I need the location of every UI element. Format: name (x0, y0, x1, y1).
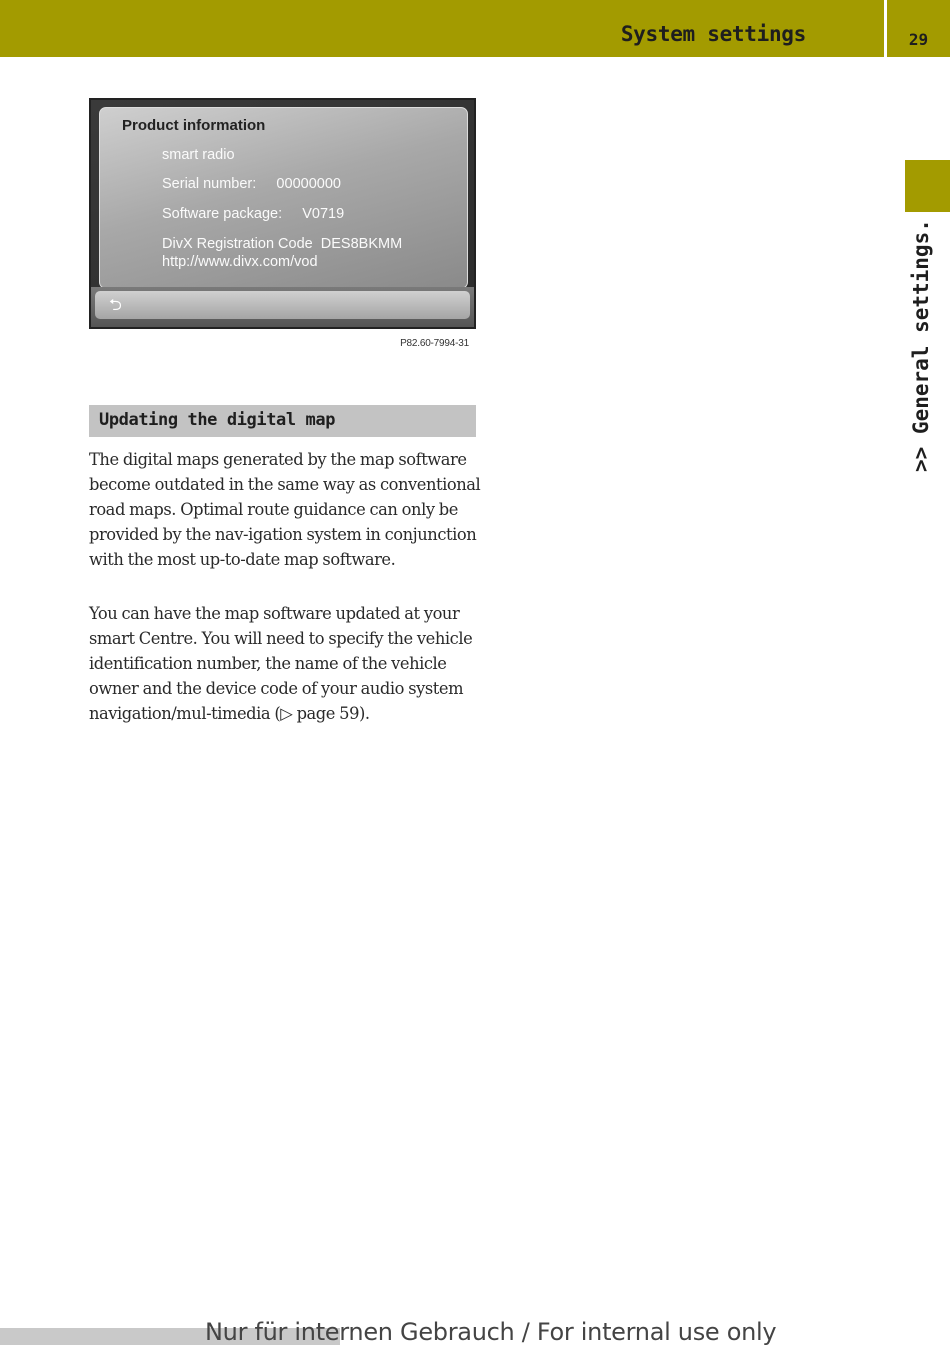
product-information-screenshot (89, 98, 476, 329)
figure-code: P82.60-7994-31 (400, 338, 469, 349)
side-tab-marker (905, 160, 950, 212)
footer-watermark: Nur für internen Gebrauch / For internal use only (205, 1318, 777, 1346)
device-name: smart radio (162, 147, 235, 163)
divx-registration-code: DivX Registration Code DES8BKMM (162, 236, 403, 252)
product-information-panel (99, 107, 468, 289)
paragraph-1: The digital maps generated by the map software become outdated in the same way as conventional road maps. Optimal route guidance can only be provided by the nav-igation system in conjunction with the most up-to-date map software. (89, 450, 481, 569)
paragraph-2: You can have the map software updated at your smart Centre. You will need to specify the vehicle identification number, the name of the vehicle owner and the device code of your audio system navigation/mul-timedia (▷ page 59). (89, 604, 473, 723)
header-band (0, 0, 884, 57)
page-number-box (887, 0, 950, 57)
page-number: 29 (908, 30, 929, 49)
side-tab-label: >> General settings. (909, 219, 933, 472)
software-package: Software package: V0719 (162, 206, 345, 222)
screen-bottom-bar (91, 287, 474, 327)
section-title: System settings (620, 22, 806, 46)
divx-url: http://www.divx.com/vod (162, 254, 318, 270)
back-button (95, 291, 470, 319)
serial-number: Serial number: 00000000 (162, 176, 341, 192)
section-heading (89, 405, 476, 437)
section-heading-text: Updating the digital map (99, 410, 336, 430)
back-arrow-icon: ⮌ (109, 295, 122, 314)
panel-title: Product information (122, 117, 266, 134)
